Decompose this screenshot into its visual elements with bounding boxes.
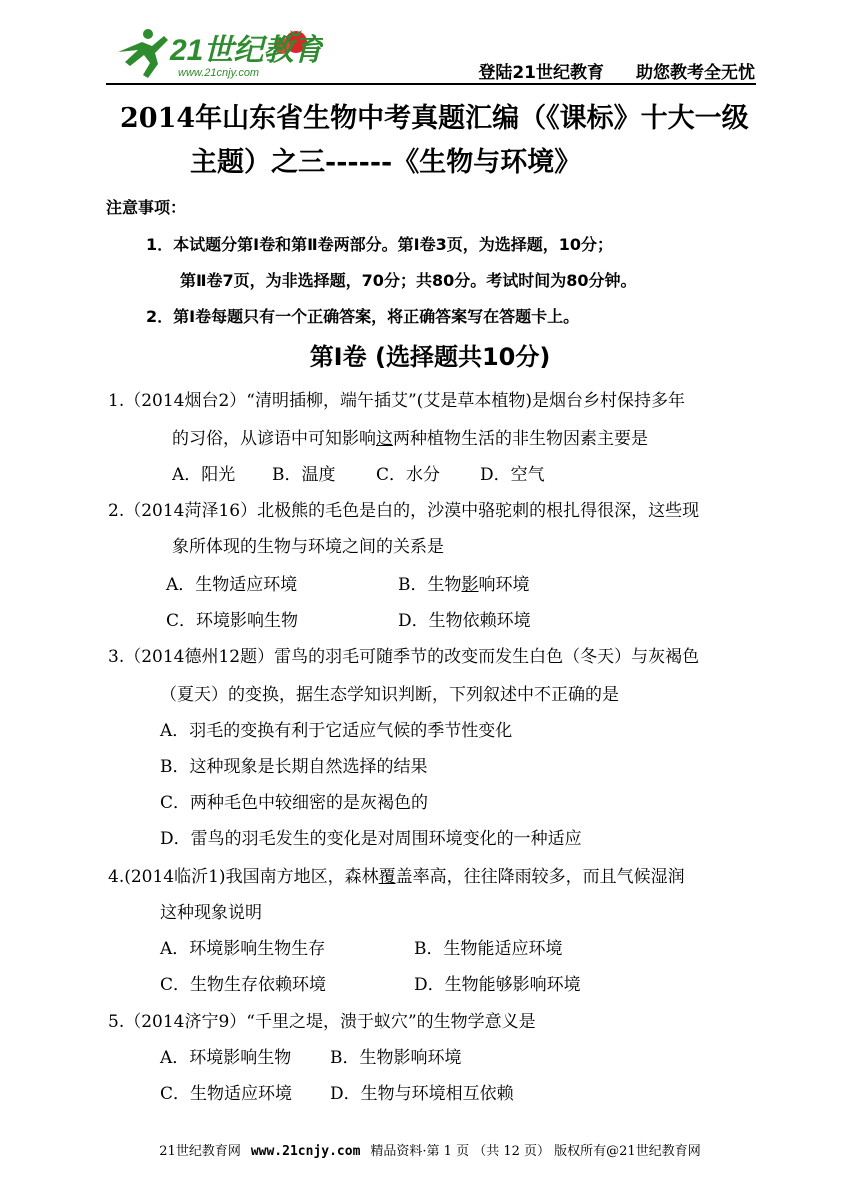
q1-option-a: A．阳光 — [172, 465, 236, 485]
question-3-line-2: （夏天）的变换，据生态学知识判断，下列叙述中不正确的是 — [160, 685, 619, 705]
site-logo — [108, 22, 323, 86]
q1-underlined: 这 — [376, 429, 393, 449]
footer-site-name: 21世纪教育网 — [159, 1144, 241, 1159]
question-1-line-1: 1.（2014烟台2）“清明插柳，端午插艾”(艾是草本植物)是烟台乡村保持多年 — [108, 391, 685, 411]
q5-option-d: D．生物与环境相互依赖 — [330, 1084, 514, 1104]
question-4-line-2: 这种现象说明 — [160, 903, 262, 923]
notice-item-1b: 第Ⅱ卷7页，为非选择题，70分；共80分。考试时间为80分钟。 — [180, 271, 637, 290]
notice-item-1a: 1．本试题分第Ⅰ卷和第Ⅱ卷两部分。第Ⅰ卷3页，为选择题，10分； — [146, 235, 613, 254]
q2-option-a: A．生物适应环境 — [166, 575, 298, 595]
q1-text: 的习俗，从谚语中可知影响 — [172, 429, 376, 449]
slogan-left: 登陆21世纪教育 — [478, 63, 604, 83]
doc-title-line-1: 2014年山东省生物中考真题汇编（《课标》十大一级 — [120, 103, 749, 134]
runner-icon — [118, 29, 168, 78]
notice-item-2: 2．第Ⅰ卷每题只有一个正确答案，将正确答案写在答题卡上。 — [146, 307, 580, 326]
notice-heading: 注意事项： — [106, 198, 187, 217]
question-4-line-1 — [108, 862, 685, 887]
doc-title-line-2: 主题）之三------《生物与环境》 — [190, 147, 582, 178]
q1-option-c: C．水分 — [376, 465, 441, 485]
q2-b-text-end: 响环境 — [478, 575, 530, 595]
q3-option-a: A．羽毛的变换有利于它适应气候的季节性变化 — [160, 721, 513, 741]
question-3-line-1: 3.（2014德州12题）雷鸟的羽毛可随季节的改变而发生白色（冬天）与灰褐色 — [108, 647, 700, 667]
q3-option-b: B．这种现象是长期自然选择的结果 — [160, 757, 428, 777]
footer-page-info: 精品资料·第 1 页 （共 12 页） 版权所有@21世纪教育网 — [370, 1144, 701, 1159]
section-title: 第Ⅰ卷 (选择题共10分) — [309, 343, 551, 371]
q3-option-d: D．雷鸟的羽毛发生的变化是对周围环境变化的一种适应 — [160, 829, 582, 849]
slogan-right: 助您教考全无忧 — [636, 63, 755, 83]
q5-option-b: B．生物影响环境 — [330, 1048, 462, 1068]
q5-option-c: C．生物适应环境 — [160, 1084, 293, 1104]
q2-option-d: D．生物依赖环境 — [398, 611, 531, 631]
q4-option-b: B．生物能适应环境 — [414, 939, 563, 959]
page-footer — [0, 1140, 860, 1159]
logo-url: www.21cnjy.com — [178, 67, 260, 79]
q4-text-end: 盖率高，往往降雨较多，而且气候湿润 — [395, 867, 685, 887]
q4-underlined: 覆 — [378, 867, 396, 887]
q4-text: 4.(2014临沂1)我国南方地区，森林 — [108, 867, 379, 887]
q4-option-a: A．环境影响生物生存 — [160, 939, 326, 959]
question-1-line-2 — [172, 424, 648, 449]
q4-option-d: D．生物能够影响环境 — [414, 975, 581, 995]
q1-option-b: B．温度 — [272, 465, 336, 485]
q4-option-c: C．生物生存依赖环境 — [160, 975, 327, 995]
question-2-line-1: 2.（2014菏泽16）北极熊的毛色是白的，沙漠中骆驼刺的根扎得很深，这些现 — [108, 501, 700, 521]
footer-url[interactable]: www.21cnjy.com — [250, 1144, 361, 1159]
q3-option-c: C．两种毛色中较细密的是灰褐色的 — [160, 793, 429, 813]
header-slogan — [478, 58, 755, 83]
question-2-line-2: 象所体现的生物与环境之间的关系是 — [172, 537, 444, 557]
logo-text: 21世纪教育 — [170, 34, 323, 67]
q2-b-text: B．生物 — [398, 575, 462, 595]
q2-option-b — [398, 570, 530, 595]
header-divider — [106, 83, 756, 85]
question-5-line-1: 5.（2014济宁9）“千里之堤，溃于蚁穴”的生物学意义是 — [108, 1012, 536, 1032]
q1-text-end: 两种植物生活的非生物因素主要是 — [393, 429, 648, 449]
q1-option-d: D．空气 — [480, 465, 545, 485]
q2-option-c: C．环境影响生物 — [166, 611, 299, 631]
q2-b-underlined: 影 — [461, 575, 479, 595]
q5-option-a: A．环境影响生物 — [160, 1048, 292, 1068]
